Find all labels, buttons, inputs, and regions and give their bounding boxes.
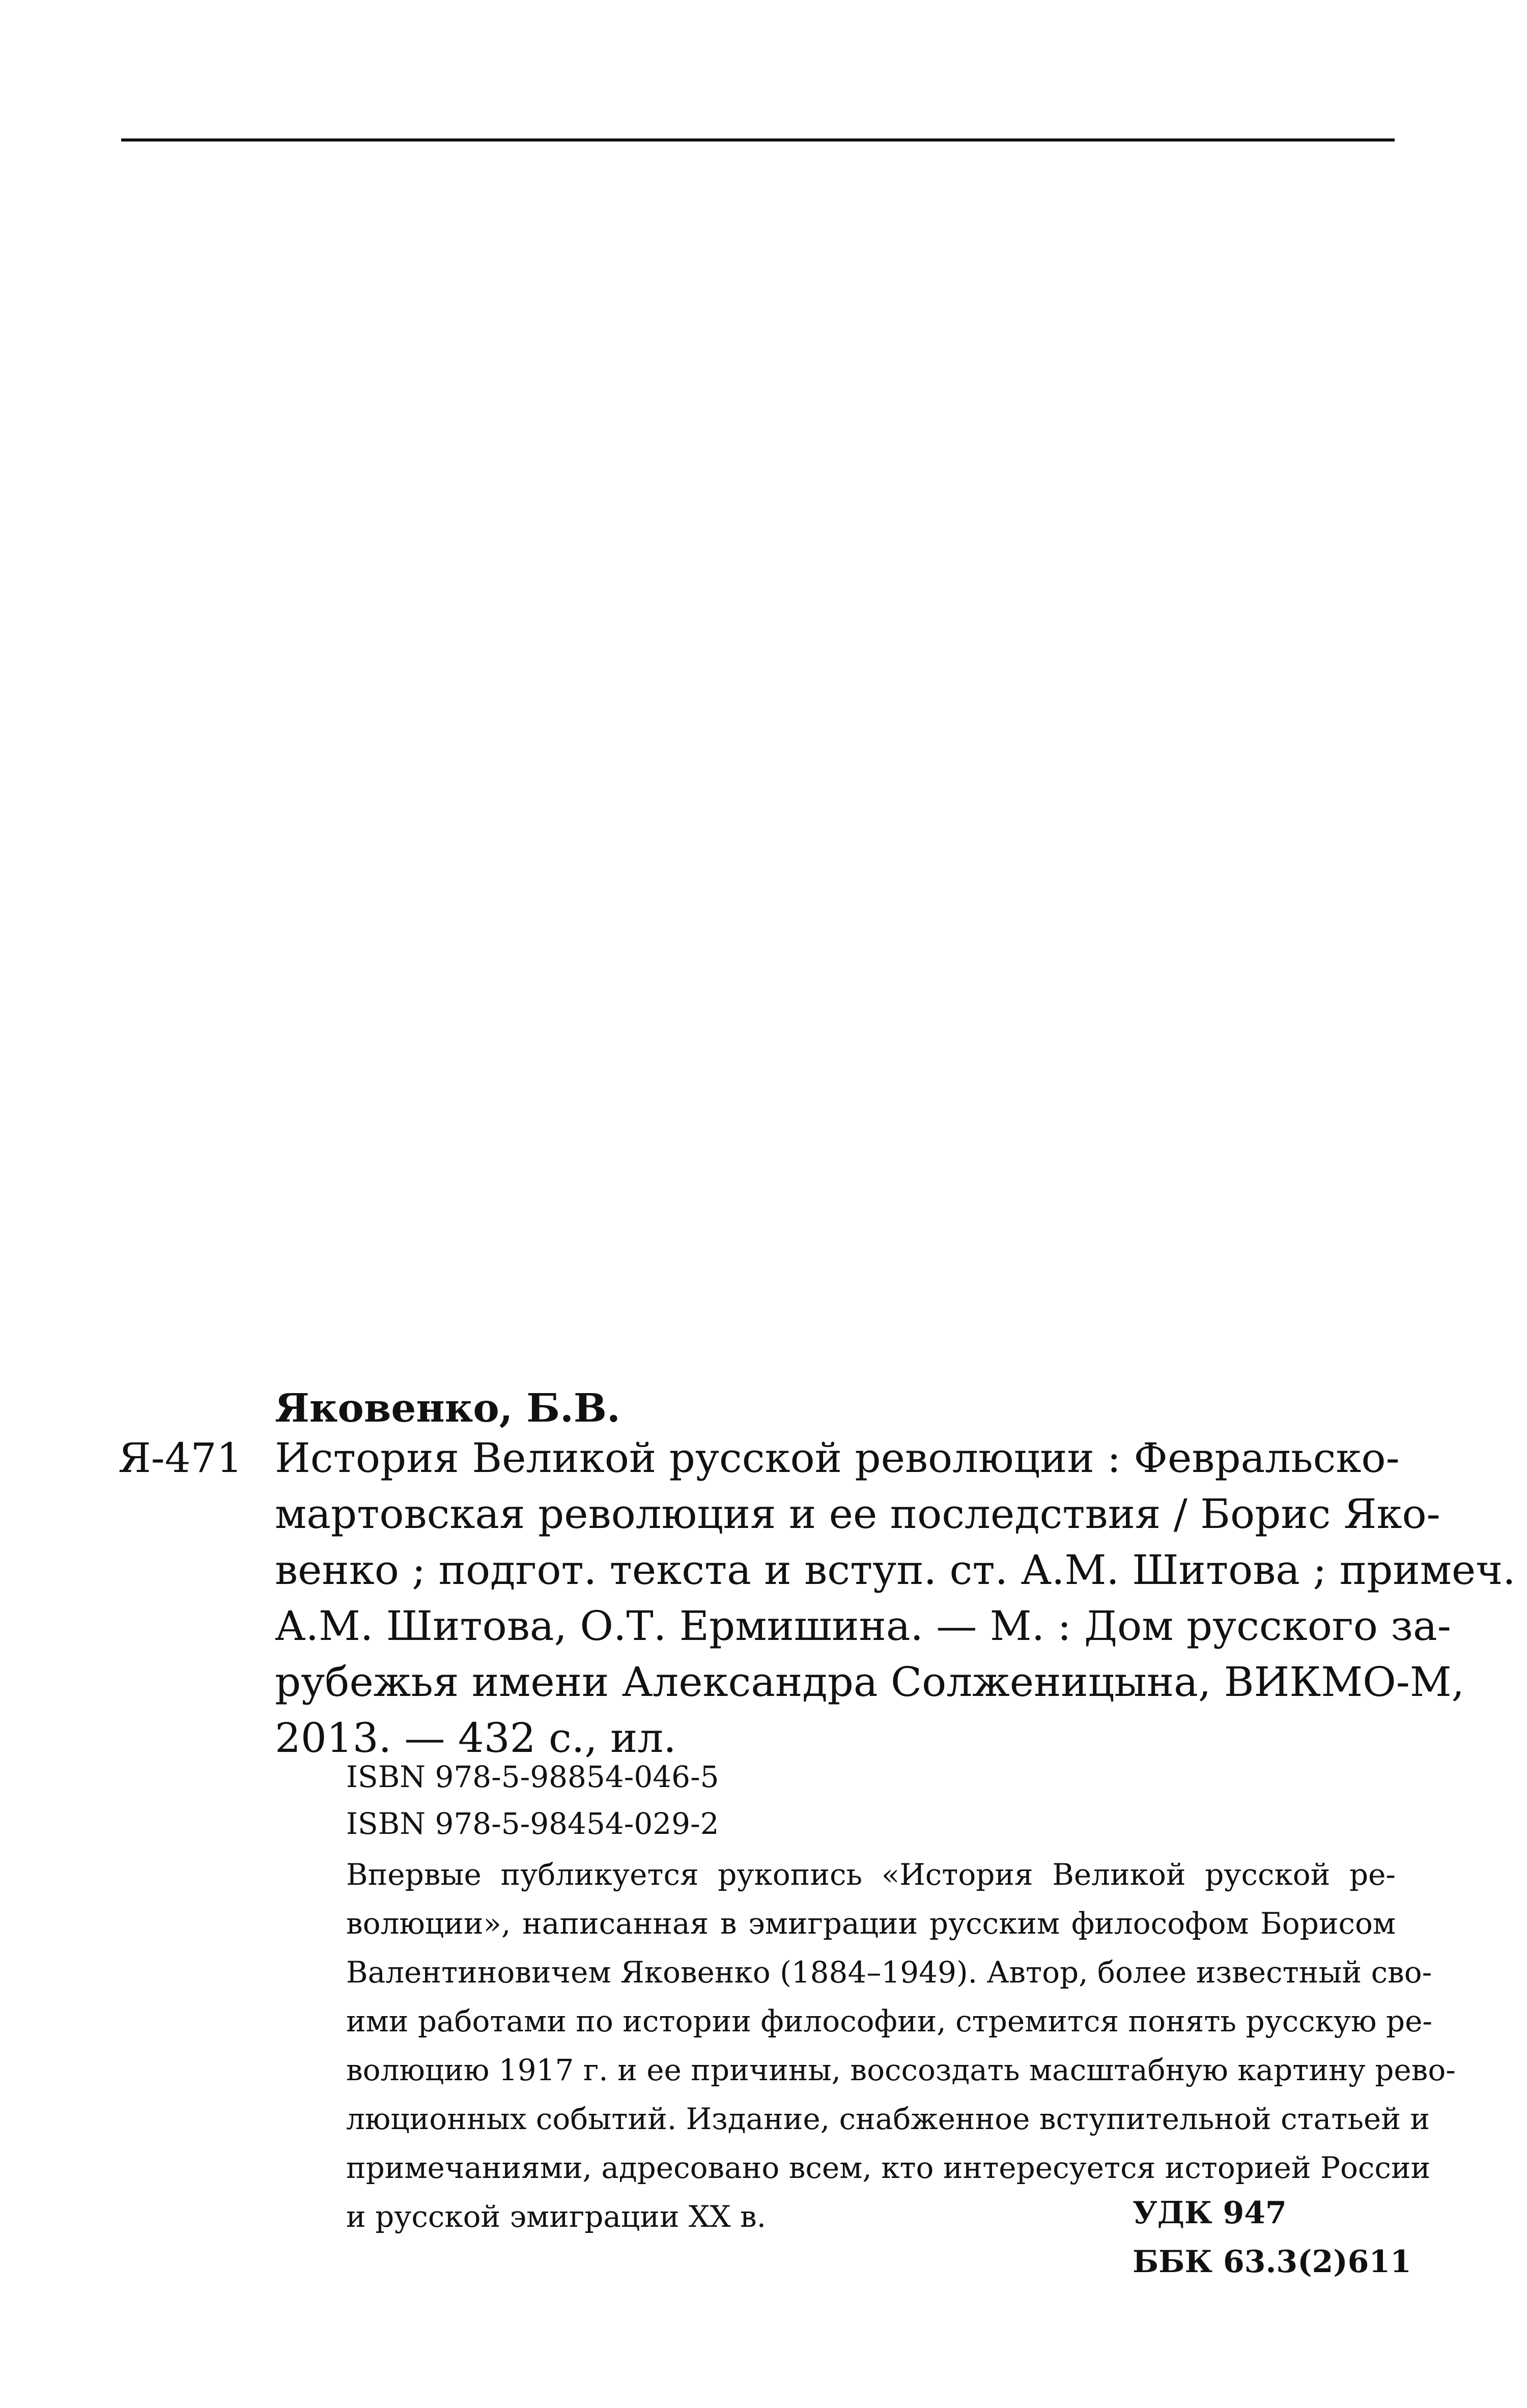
- abstract-line: и русской эмиграции XX в.: [346, 2199, 767, 2234]
- isbn-line: ISBN 978-5-98854-046-5: [346, 1760, 719, 1794]
- bibliographic-line: История Великой русской революции : Февральско-: [275, 1434, 1400, 1482]
- isbn-line: ISBN 978-5-98454-029-2: [346, 1806, 719, 1841]
- abstract-line: примечаниями, адресовано всем, кто интересуется историей России: [346, 2150, 1431, 2185]
- library-index-code: Я-471: [118, 1434, 243, 1482]
- author-heading: Яковенко, Б.В.: [275, 1385, 620, 1431]
- bibliographic-line: венко ; подгот. текста и вступ. ст. А.М. Шитова ; примеч.: [275, 1546, 1516, 1594]
- abstract-line: Валентиновичем Яковенко (1884–1949). Автор, более известный сво-: [346, 1955, 1432, 1990]
- abstract-line: ими работами по истории философии, стремится понять русскую ре-: [346, 2004, 1433, 2038]
- bibliographic-line: рубежья имени Александра Солженицына, ВИКМО-М,: [275, 1658, 1465, 1706]
- abstract-paragraph: [346, 1850, 1456, 2241]
- classification-codes: [1133, 2189, 1411, 2286]
- abstract-line: люционных событий. Издание, снабженное вступительной статьей и: [346, 2102, 1430, 2136]
- bibliographic-line: мартовская революция и ее последствия / Борис Яко-: [275, 1490, 1440, 1538]
- abstract-line: волюцию 1917 г. и ее причины, воссоздать масштабную картину рево-: [346, 2053, 1456, 2087]
- bibliographic-line: А.М. Шитова, О.Т. Ермишина. — М. : Дом русского за-: [275, 1602, 1451, 1650]
- top-rule: [121, 138, 1395, 141]
- isbn-list: [346, 1753, 719, 1847]
- bibliographic-description: [275, 1430, 1516, 1766]
- udk-code: УДК 947: [1133, 2195, 1287, 2231]
- bbk-code: ББК 63.3(2)611: [1133, 2244, 1411, 2280]
- abstract-line: Впервые публикуется рукопись «История Великой русской ре-: [346, 1857, 1396, 1892]
- abstract-line: волюции», написанная в эмиграции русским философом Борисом: [346, 1906, 1396, 1941]
- bibliographic-line: 2013. — 432 с., ил.: [275, 1714, 676, 1762]
